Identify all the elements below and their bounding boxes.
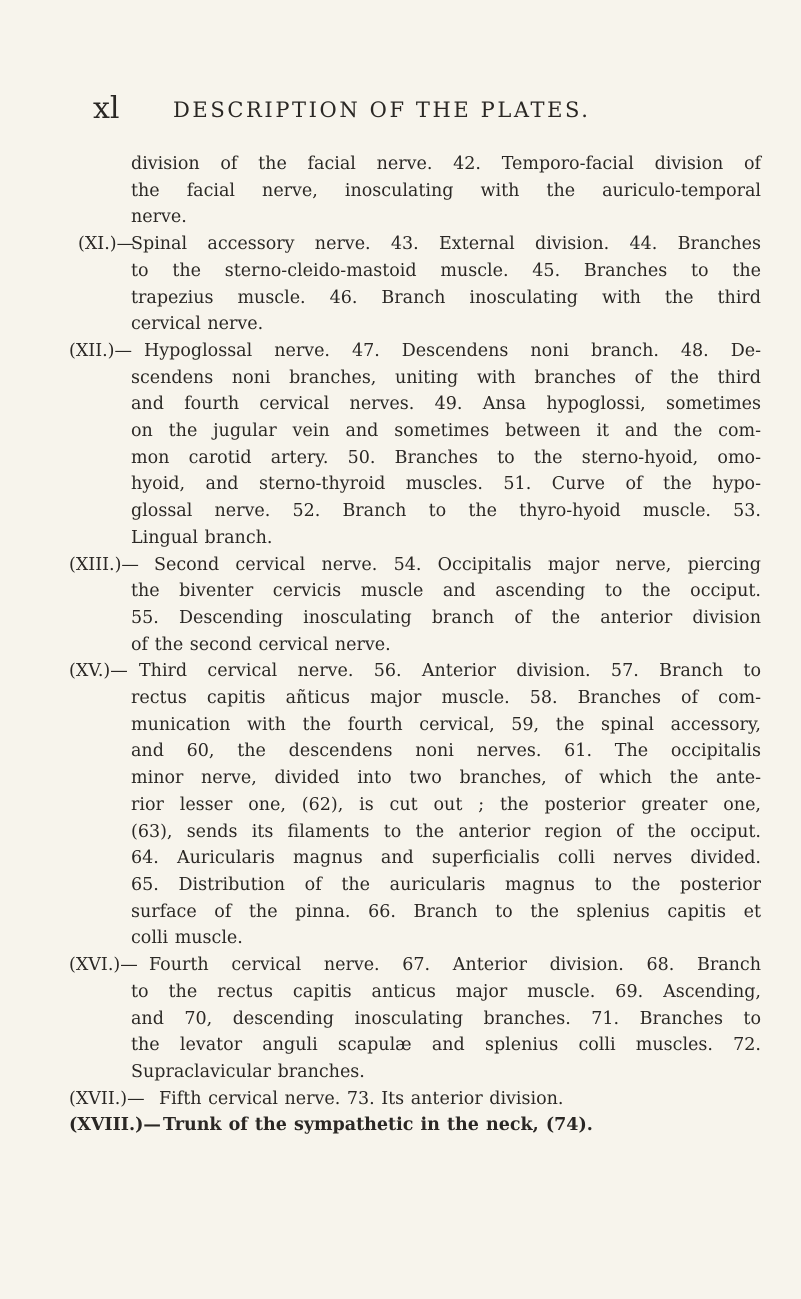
entry-numeral: (XII.)— — [69, 340, 133, 361]
page-number: xl — [93, 91, 120, 126]
nerve-entry-xii — [69, 338, 761, 552]
nerve-entry-xvi — [69, 952, 761, 1086]
text-line: and 70, descending inosculating branches. 71. Branches to — [131, 1008, 761, 1029]
text-line: and 60, the descendens noni nerves. 61. The occipitalis — [131, 741, 761, 762]
text-line: Fourth cervical nerve. 67. Anterior division. 68. Branch — [149, 955, 761, 976]
text-line: cervical nerve. — [131, 314, 264, 335]
text-line: munication with the fourth cervical, 59, the spinal accessory, — [131, 714, 761, 735]
page-title: DESCRIPTION OF THE PLATES. — [173, 98, 591, 122]
text-line: Lingual branch. — [131, 527, 273, 548]
paragraph-continuation — [131, 151, 761, 231]
text-line: surface of the pinna. 66. Branch to the splenius capitis et — [131, 901, 761, 922]
nerve-entry-xv — [69, 658, 761, 952]
text-line: of the second cervical nerve. — [131, 634, 391, 655]
text-line: mon carotid artery. 50. Branches to the sterno-hyoid, omo- — [131, 447, 761, 468]
text-line: nerve. — [131, 207, 187, 228]
text-line: minor nerve, divided into two branches, of which the ante- — [131, 768, 761, 789]
text-line: Supraclavicular branches. — [131, 1061, 365, 1082]
nerve-entry-xvii — [69, 1086, 761, 1113]
plate-description-text — [69, 151, 761, 1139]
text-line: (63), sends its filaments to the anterior region of the occiput. — [131, 821, 761, 842]
entry-numeral: (XIII.)— — [69, 554, 139, 575]
text-line: 55. Descending inosculating branch of the anterior division — [131, 607, 761, 628]
text-line: scendens noni branches, uniting with branches of the third — [131, 367, 761, 388]
text-line: Fifth cervical nerve. 73. Its anterior division. — [159, 1088, 564, 1109]
text-line: 64. Auricularis magnus and superficialis colli nerves divided. — [131, 848, 761, 869]
text-line: Spinal accessory nerve. 43. External division. 44. Branches — [131, 234, 761, 255]
text-line: and fourth cervical nerves. 49. Ansa hypoglossi, sometimes — [131, 394, 761, 415]
text-line: the facial nerve, inosculating with the auriculo-temporal — [131, 180, 761, 201]
text-line: 65. Distribution of the auricularis magnus to the posterior — [131, 874, 761, 895]
entry-numeral: (XVI.)— — [69, 955, 138, 976]
text-line: rectus capitis añticus major muscle. 58. Branches of com- — [131, 688, 761, 709]
text-line: Trunk of the sympathetic in the neck, (74). — [163, 1115, 593, 1136]
entry-numeral: (XVII.)— — [69, 1088, 145, 1109]
entry-numeral: (XI.)— — [78, 234, 135, 255]
entry-numeral: (XVIII.)— — [69, 1115, 161, 1136]
text-line: trapezius muscle. 46. Branch inosculating with the third — [131, 287, 761, 308]
entry-numeral: (XV.)— — [69, 661, 128, 682]
text-line: the levator anguli scapulæ and splenius colli muscles. 72. — [131, 1035, 761, 1056]
text-line: colli muscle. — [131, 928, 243, 949]
text-line: on the jugular vein and sometimes between it and the com- — [131, 421, 761, 442]
text-line: rior lesser one, (62), is cut out ; the posterior greater one, — [131, 794, 761, 815]
text-line: glossal nerve. 52. Branch to the thyro-hyoid muscle. 53. — [131, 501, 761, 522]
text-line: the biventer cervicis muscle and ascending to the occiput. — [131, 581, 761, 602]
nerve-entry-xi — [78, 231, 761, 338]
text-line: to the sterno-cleido-mastoid muscle. 45. Branches to the — [131, 260, 761, 281]
nerve-entry-xiii — [69, 552, 761, 659]
nerve-entry-xviii — [69, 1112, 761, 1139]
text-line: to the rectus capitis anticus major muscle. 69. Ascending, — [131, 981, 761, 1002]
text-line: Third cervical nerve. 56. Anterior division. 57. Branch to — [139, 661, 761, 682]
text-line: Hypoglossal nerve. 47. Descendens noni branch. 48. De- — [144, 340, 761, 361]
running-head — [93, 92, 753, 126]
text-line: division of the facial nerve. 42. Temporo-facial division of — [131, 154, 761, 174]
text-line: Second cervical nerve. 54. Occipitalis major nerve, piercing — [154, 554, 761, 575]
text-line: hyoid, and sterno-thyroid muscles. 51. Curve of the hypo- — [131, 474, 761, 495]
